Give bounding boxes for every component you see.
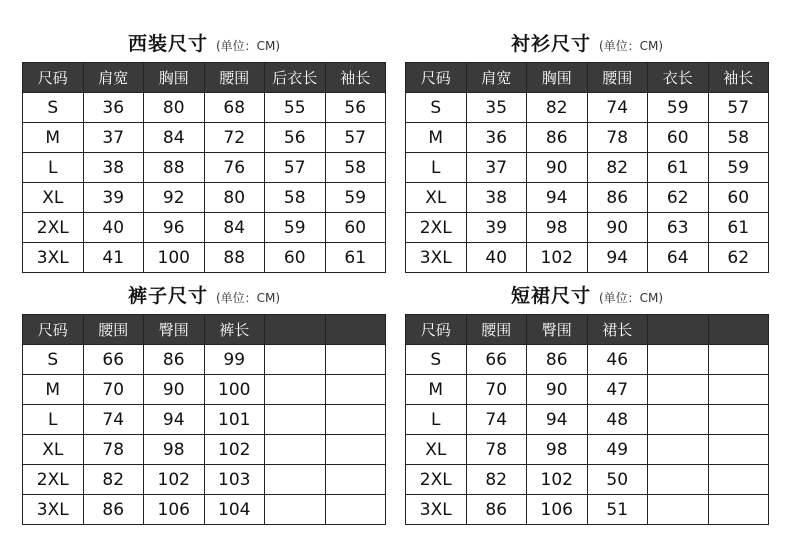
table-cell: 106 <box>527 495 588 525</box>
header-row <box>23 63 386 93</box>
table-cell: 90 <box>144 375 205 405</box>
table-row <box>23 435 386 465</box>
table-cell: S <box>406 93 467 123</box>
table-cell: 98 <box>527 435 588 465</box>
table-row <box>23 123 386 153</box>
table-cell: 98 <box>144 435 205 465</box>
table-cell: 56 <box>325 93 386 123</box>
header-cell: 尺码 <box>406 315 467 345</box>
size-table <box>22 62 386 273</box>
header-cell: 袖长 <box>325 63 386 93</box>
table-cell: M <box>23 375 84 405</box>
table-cell: 84 <box>204 213 265 243</box>
table-row <box>406 123 769 153</box>
table-cell: 57 <box>325 123 386 153</box>
table-cell <box>325 405 386 435</box>
table-cell <box>708 495 769 525</box>
table-cell: 60 <box>265 243 326 273</box>
table-cell: 90 <box>527 153 588 183</box>
table-cell: 86 <box>527 345 588 375</box>
table-cell <box>265 495 326 525</box>
table-cell: S <box>23 93 84 123</box>
table-row <box>406 495 769 525</box>
table-cell <box>708 345 769 375</box>
header-cell: 尺码 <box>23 315 84 345</box>
table-cell: L <box>23 153 84 183</box>
table-cell: 90 <box>527 375 588 405</box>
table-cell: 57 <box>265 153 326 183</box>
table-cell <box>708 405 769 435</box>
size-table <box>22 314 386 525</box>
table-cell: M <box>406 123 467 153</box>
chart-title <box>22 28 386 62</box>
header-cell: 腰围 <box>204 63 265 93</box>
table-cell: S <box>23 345 84 375</box>
table-cell: 38 <box>466 183 527 213</box>
table-cell: S <box>406 345 467 375</box>
header-cell: 肩宽 <box>466 63 527 93</box>
table-cell: 103 <box>204 465 265 495</box>
table-cell: 48 <box>587 405 648 435</box>
table-cell: 94 <box>527 405 588 435</box>
table-cell: 60 <box>325 213 386 243</box>
table-cell: 38 <box>83 153 144 183</box>
table-row <box>23 93 386 123</box>
table-cell: 39 <box>83 183 144 213</box>
unit-label: (单位：CM) <box>598 291 664 305</box>
table-cell: 106 <box>144 495 205 525</box>
table-cell: 102 <box>527 465 588 495</box>
table-cell <box>648 495 709 525</box>
header-row <box>406 63 769 93</box>
unit-label: (单位：CM) <box>215 39 281 53</box>
table-cell: 35 <box>466 93 527 123</box>
table-row <box>23 465 386 495</box>
table-cell: 94 <box>587 243 648 273</box>
table-cell: 41 <box>83 243 144 273</box>
table-row <box>406 213 769 243</box>
table-cell: 72 <box>204 123 265 153</box>
header-row <box>23 315 386 345</box>
table-cell: 39 <box>466 213 527 243</box>
table-cell: 96 <box>144 213 205 243</box>
table-cell <box>325 465 386 495</box>
table-cell: 99 <box>204 345 265 375</box>
table-cell: 37 <box>83 123 144 153</box>
header-cell: 尺码 <box>23 63 84 93</box>
table-row <box>23 405 386 435</box>
table-row <box>406 93 769 123</box>
suit-size-chart <box>22 28 386 273</box>
table-cell <box>708 435 769 465</box>
table-cell: 64 <box>648 243 709 273</box>
table-cell: 82 <box>587 153 648 183</box>
table-cell: 2XL <box>406 465 467 495</box>
table-cell: 104 <box>204 495 265 525</box>
table-cell: 101 <box>204 405 265 435</box>
table-cell: 88 <box>204 243 265 273</box>
table-row <box>23 375 386 405</box>
table-cell: 98 <box>527 213 588 243</box>
table-cell: 78 <box>587 123 648 153</box>
table-row <box>23 183 386 213</box>
header-cell: 腰围 <box>466 315 527 345</box>
table-cell <box>325 375 386 405</box>
table-cell: 61 <box>325 243 386 273</box>
header-cell: 臀围 <box>144 315 205 345</box>
size-table <box>405 62 769 273</box>
table-cell: 66 <box>466 345 527 375</box>
unit-label: (单位：CM) <box>598 39 664 53</box>
table-cell: 80 <box>144 93 205 123</box>
table-cell: 58 <box>708 123 769 153</box>
header-row <box>406 315 769 345</box>
table-cell: 94 <box>527 183 588 213</box>
table-cell: XL <box>23 435 84 465</box>
table-cell: 47 <box>587 375 648 405</box>
table-cell: 40 <box>83 213 144 243</box>
chart-title-text: 短裙尺寸 <box>510 285 591 307</box>
table-cell: 37 <box>466 153 527 183</box>
table-cell <box>265 435 326 465</box>
table-row <box>406 243 769 273</box>
table-cell: 60 <box>708 183 769 213</box>
table-row <box>406 465 769 495</box>
table-cell: 74 <box>466 405 527 435</box>
table-cell: 74 <box>587 93 648 123</box>
chart-title <box>22 280 386 314</box>
table-cell: 36 <box>466 123 527 153</box>
table-cell: 86 <box>466 495 527 525</box>
table-cell: 61 <box>708 213 769 243</box>
table-cell: 59 <box>708 153 769 183</box>
table-cell: 3XL <box>406 243 467 273</box>
table-cell: M <box>406 375 467 405</box>
table-cell: 55 <box>265 93 326 123</box>
table-cell <box>265 465 326 495</box>
table-cell: 100 <box>204 375 265 405</box>
table-cell: L <box>406 153 467 183</box>
table-cell: 86 <box>527 123 588 153</box>
header-cell: 袖长 <box>708 63 769 93</box>
unit-label: (单位：CM) <box>215 291 281 305</box>
table-cell: 2XL <box>23 465 84 495</box>
chart-title <box>405 280 769 314</box>
table-cell: 86 <box>144 345 205 375</box>
table-cell <box>648 405 709 435</box>
table-cell: 3XL <box>23 495 84 525</box>
table-cell: 2XL <box>406 213 467 243</box>
table-cell: 80 <box>204 183 265 213</box>
table-cell: 62 <box>708 243 769 273</box>
table-cell <box>325 435 386 465</box>
table-row <box>406 153 769 183</box>
table-row <box>406 375 769 405</box>
table-row <box>23 345 386 375</box>
table-cell: 70 <box>466 375 527 405</box>
table-cell: 60 <box>648 123 709 153</box>
table-cell: 3XL <box>23 243 84 273</box>
table-cell: 90 <box>587 213 648 243</box>
table-cell: 62 <box>648 183 709 213</box>
table-cell <box>265 375 326 405</box>
chart-title-text: 衬衫尺寸 <box>510 33 591 55</box>
table-row <box>406 405 769 435</box>
table-cell: 92 <box>144 183 205 213</box>
header-cell: 尺码 <box>406 63 467 93</box>
table-cell: 78 <box>466 435 527 465</box>
table-cell <box>265 405 326 435</box>
table-cell: 66 <box>83 345 144 375</box>
table-cell: 40 <box>466 243 527 273</box>
table-row <box>406 435 769 465</box>
table-cell: 56 <box>265 123 326 153</box>
table-cell <box>325 345 386 375</box>
table-cell: 86 <box>587 183 648 213</box>
table-cell: 70 <box>83 375 144 405</box>
table-cell: 86 <box>83 495 144 525</box>
table-cell: 36 <box>83 93 144 123</box>
table-cell: XL <box>23 183 84 213</box>
header-cell: 胸围 <box>144 63 205 93</box>
table-cell: 102 <box>144 465 205 495</box>
table-cell: 51 <box>587 495 648 525</box>
table-cell <box>648 435 709 465</box>
table-cell: 59 <box>325 183 386 213</box>
table-cell: L <box>23 405 84 435</box>
header-cell <box>265 315 326 345</box>
shirt-size-chart <box>405 28 769 273</box>
table-cell: 58 <box>265 183 326 213</box>
table-row <box>406 345 769 375</box>
table-cell: 57 <box>708 93 769 123</box>
table-cell: 61 <box>648 153 709 183</box>
header-cell <box>648 315 709 345</box>
header-cell: 后衣长 <box>265 63 326 93</box>
table-cell: 59 <box>265 213 326 243</box>
header-cell: 裙长 <box>587 315 648 345</box>
table-cell: 88 <box>144 153 205 183</box>
skirt-size-chart <box>405 280 769 525</box>
table-cell <box>648 375 709 405</box>
table-cell: 49 <box>587 435 648 465</box>
table-cell: 2XL <box>23 213 84 243</box>
table-cell: 82 <box>466 465 527 495</box>
pants-size-chart <box>22 280 386 525</box>
table-cell: 84 <box>144 123 205 153</box>
table-cell: 68 <box>204 93 265 123</box>
table-row <box>406 183 769 213</box>
table-cell: 63 <box>648 213 709 243</box>
table-cell: M <box>23 123 84 153</box>
table-cell: 102 <box>527 243 588 273</box>
header-cell: 腰围 <box>587 63 648 93</box>
table-cell <box>265 345 326 375</box>
header-cell <box>708 315 769 345</box>
header-cell: 衣长 <box>648 63 709 93</box>
header-cell: 裤长 <box>204 315 265 345</box>
table-row <box>23 243 386 273</box>
table-row <box>23 153 386 183</box>
table-cell: 58 <box>325 153 386 183</box>
table-cell: 78 <box>83 435 144 465</box>
chart-title-text: 裤子尺寸 <box>127 285 208 307</box>
table-cell <box>648 345 709 375</box>
header-cell <box>325 315 386 345</box>
table-cell: 3XL <box>406 495 467 525</box>
header-cell: 肩宽 <box>83 63 144 93</box>
table-cell <box>325 495 386 525</box>
table-cell: XL <box>406 435 467 465</box>
table-cell: 82 <box>83 465 144 495</box>
table-cell: 50 <box>587 465 648 495</box>
header-cell: 腰围 <box>83 315 144 345</box>
chart-title <box>405 28 769 62</box>
table-row <box>23 495 386 525</box>
table-cell: XL <box>406 183 467 213</box>
table-cell: 59 <box>648 93 709 123</box>
size-table <box>405 314 769 525</box>
table-cell: 94 <box>144 405 205 435</box>
header-cell: 胸围 <box>527 63 588 93</box>
table-cell: 46 <box>587 345 648 375</box>
table-cell: 74 <box>83 405 144 435</box>
header-cell: 臀围 <box>527 315 588 345</box>
table-cell <box>708 375 769 405</box>
table-cell: 100 <box>144 243 205 273</box>
table-cell: 76 <box>204 153 265 183</box>
table-cell: 102 <box>204 435 265 465</box>
table-cell <box>708 465 769 495</box>
table-cell: L <box>406 405 467 435</box>
chart-title-text: 西装尺寸 <box>127 33 208 55</box>
table-cell <box>648 465 709 495</box>
table-cell: 82 <box>527 93 588 123</box>
table-row <box>23 213 386 243</box>
